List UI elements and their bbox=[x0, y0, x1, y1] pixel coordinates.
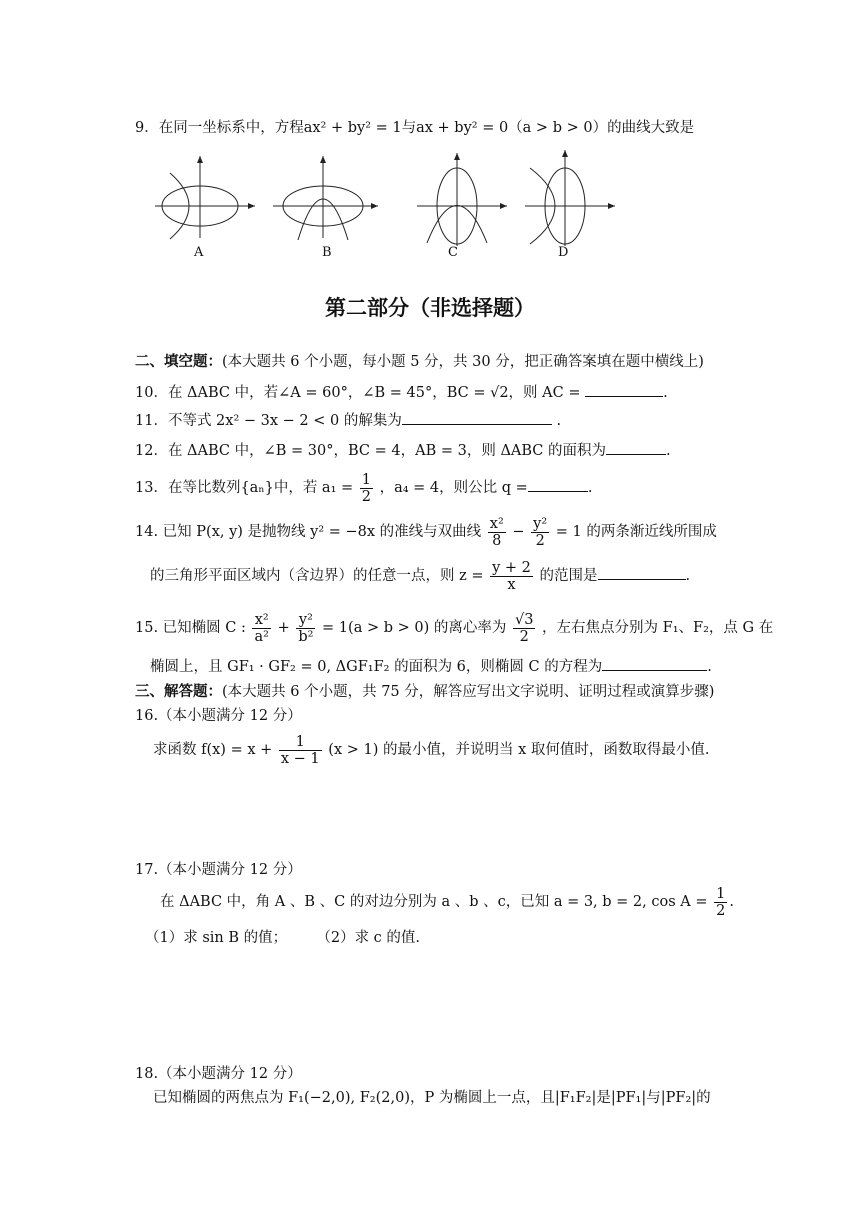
q13-den: 2 bbox=[361, 488, 371, 505]
q14-frac2 bbox=[531, 516, 549, 549]
q15-blank bbox=[602, 656, 707, 671]
q9-text: 9．在同一坐标系中，方程ax² + by² = 1与ax + by² = 0（a > b > 0）的曲线大致是 bbox=[135, 120, 695, 136]
q17-num: 1 bbox=[716, 885, 726, 902]
q13-fraction bbox=[360, 472, 373, 505]
q14-frac2-den: 2 bbox=[535, 532, 545, 549]
q14-line1 bbox=[135, 514, 717, 550]
section-title: 第二部分（非选择题） bbox=[325, 296, 535, 320]
q14-line1-pre: 14. 已知 P(x, y) 是抛物线 y² = −8x 的准线与双曲线 bbox=[135, 524, 482, 540]
q10-blank bbox=[585, 382, 663, 397]
q13-post: ，a₄ = 4，则公比 q = bbox=[379, 480, 528, 496]
q12-text: 12．在 ΔABC 中，∠B = 30°，BC = 4，AB = 3，则 ΔABC 的面积为 bbox=[135, 443, 607, 459]
q10-text: 10．在 ΔABC 中，若∠A = 60°，∠B = 45°，BC = √2，则 AC = bbox=[135, 385, 581, 401]
q14-blank bbox=[598, 565, 686, 580]
q16-fraction bbox=[279, 734, 322, 767]
q16-pre: 求函数 f(x) = x + bbox=[153, 742, 273, 758]
q17-sub1: （1）求 sin B 的值； bbox=[145, 930, 288, 946]
q16-body bbox=[153, 732, 709, 768]
figure-a bbox=[150, 148, 260, 243]
q12-blank bbox=[606, 440, 666, 455]
q17-body bbox=[160, 884, 734, 920]
q17-sub2: （2）求 c 的值. bbox=[316, 930, 421, 946]
q15-line2 bbox=[150, 656, 712, 677]
q18-text: 已知椭圆的两焦点为 F₁(−2,0), F₂(2,0)，P 为椭圆上一点，且|F₁F₂|是|PF₁|与|PF₂|的 bbox=[153, 1090, 711, 1106]
q14-line2 bbox=[150, 558, 690, 594]
fill-header-text: (本大题共 6 个小题，每小题 5 分，共 30 分，把正确答案填在题中横线上) bbox=[222, 354, 704, 370]
q11: 11．不等式 2x² − 3x − 2 < 0 的解集为 . bbox=[135, 410, 561, 431]
q16-head: 16.（本小题满分 12 分） bbox=[135, 708, 302, 724]
q14-end: . bbox=[685, 568, 691, 584]
q15-frac1 bbox=[252, 612, 270, 645]
figure-b bbox=[268, 148, 383, 243]
q15-end: . bbox=[707, 659, 712, 675]
q13-num: 1 bbox=[361, 471, 371, 488]
solve-header-text: (本大题共 6 个小题，共 75 分，解答应写出文字说明、证明过程或演算步骤) bbox=[222, 684, 715, 700]
q14-line2-pre: 的三角形平面区域内（含边界）的任意一点，则 z = bbox=[150, 568, 484, 584]
q14-frac3 bbox=[490, 560, 533, 593]
q17-pre: 在 ΔABC 中，角 A 、B 、C 的对边分别为 a 、b 、c，已知 a = 3, b = 2, cos A = bbox=[160, 894, 708, 910]
q14-frac3-num: y + 2 bbox=[492, 559, 531, 576]
q15-frac2-den: b² bbox=[298, 628, 314, 645]
q10: 10．在 ΔABC 中，若∠A = 60°，∠B = 45°，BC = √2，则 AC = . bbox=[135, 382, 668, 403]
q14-line1-post: = 1 的两条渐近线所围成 bbox=[555, 524, 717, 540]
q14-frac1-den: 8 bbox=[492, 532, 502, 549]
q13-pre: 13．在等比数列{aₙ}中，若 a₁ = bbox=[135, 480, 354, 496]
q17-head: 17.（本小题满分 12 分） bbox=[135, 862, 302, 878]
fill-header bbox=[135, 352, 704, 372]
q15-frac3-num: √3 bbox=[514, 611, 534, 628]
fill-header-label: 二、填空题： bbox=[135, 353, 222, 370]
figure-c-label: C bbox=[448, 245, 458, 260]
figure-a-label: A bbox=[194, 245, 204, 260]
figure-c bbox=[412, 148, 512, 248]
q15-frac3 bbox=[513, 612, 535, 645]
q15-line1-pre: 15. 已知椭圆 C : bbox=[135, 620, 246, 636]
q14-frac1 bbox=[488, 516, 506, 549]
q14-line2-post: 的范围是 bbox=[539, 568, 598, 584]
solve-header-label: 三、解答题： bbox=[135, 683, 222, 700]
figure-d bbox=[520, 148, 620, 248]
q11-blank bbox=[402, 410, 552, 425]
q15-plus: + bbox=[277, 620, 290, 636]
q17-post: . bbox=[729, 894, 734, 910]
q13-end: . bbox=[587, 480, 593, 496]
q14-frac1-num: x² bbox=[489, 515, 504, 532]
q11-text: 11．不等式 2x² − 3x − 2 < 0 的解集为 bbox=[135, 413, 402, 429]
q12: 12．在 ΔABC 中，∠B = 30°，BC = 4，AB = 3，则 ΔABC 的面积为 . bbox=[135, 440, 671, 461]
q14-frac3-den: x bbox=[507, 576, 516, 593]
figure-b-label: B bbox=[322, 245, 332, 260]
q15-line1-mid: = 1(a > b > 0) 的离心率为 bbox=[322, 620, 507, 636]
q13-blank bbox=[528, 477, 588, 492]
q15-frac2-num: y² bbox=[296, 612, 315, 629]
q16-post: (x > 1) 的最小值，并说明当 x 取何值时，函数取得最小值. bbox=[328, 742, 710, 758]
q15-line1 bbox=[135, 610, 773, 646]
q17-den: 2 bbox=[716, 902, 726, 919]
q15-frac2 bbox=[296, 612, 315, 645]
q15-frac3-den: 2 bbox=[519, 628, 529, 645]
q16-den: x − 1 bbox=[280, 750, 320, 767]
figure-d-label: D bbox=[558, 245, 569, 260]
q14-frac2-num: y² bbox=[533, 515, 548, 532]
q15-line2-text: 椭圆上，且 GF₁ · GF₂ = 0, ΔGF₁F₂ 的面积为 6，则椭圆 C 的方程为 bbox=[150, 659, 603, 675]
q17-fraction bbox=[714, 886, 727, 919]
q15-frac1-num: x² bbox=[252, 612, 270, 629]
q14-minus: − bbox=[512, 524, 525, 540]
q15-frac1-den: a² bbox=[254, 628, 269, 645]
q17-subs bbox=[145, 928, 420, 948]
q13 bbox=[135, 470, 592, 506]
q18-head: 18.（本小题满分 12 分） bbox=[135, 1066, 302, 1082]
q16-num: 1 bbox=[279, 734, 322, 751]
solve-header bbox=[135, 682, 714, 702]
q15-line1-post: ，左右焦点分别为 F₁、F₂，点 G 在 bbox=[542, 620, 774, 636]
